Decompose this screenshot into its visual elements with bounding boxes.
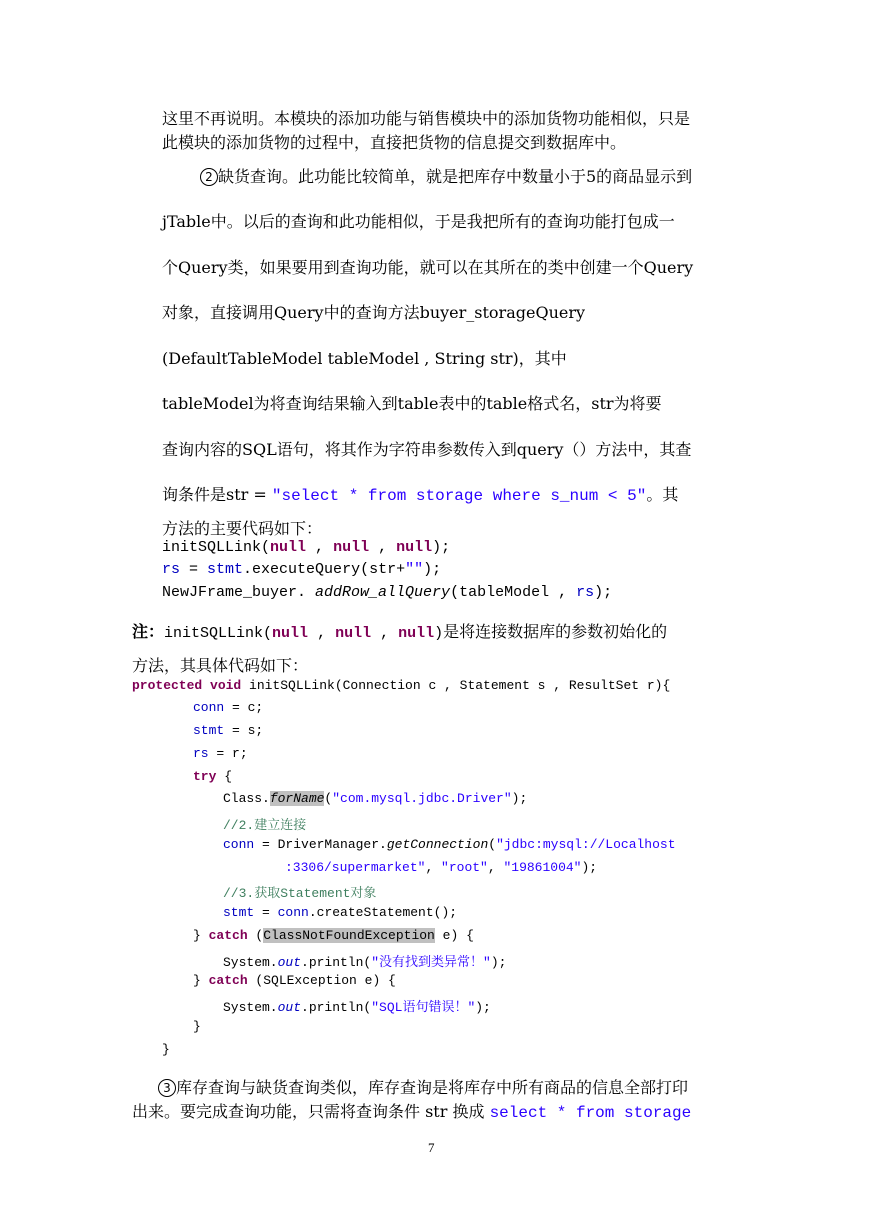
code-line: rs = r; <box>193 746 248 761</box>
code-line: } catch (ClassNotFoundException e) { <box>193 928 474 943</box>
code-line: System.out.println("SQL语句错误！"); <box>223 1000 491 1015</box>
code-line: } <box>193 1019 201 1034</box>
code-line: rs = stmt.executeQuery(str+""); <box>162 561 442 578</box>
page-number: 7 <box>428 1140 435 1155</box>
paragraph-text: 出来。要完成查询功能，只需将查询条件 str 换成 <box>132 1102 490 1121</box>
code-line: initSQLLink(null , null , null); <box>162 539 451 556</box>
code-line: stmt = conn.createStatement(); <box>223 905 458 920</box>
code-line: try { <box>193 769 233 784</box>
paragraph-text: 是将连接数据库的参数初始化的 <box>443 622 668 641</box>
sql-condition-string: select * from storage <box>489 1104 692 1122</box>
code-comment: //2.建立连接 <box>223 818 307 833</box>
paragraph-line: 对象，直接调用Query中的查询方法buyer_storageQuery <box>162 303 586 322</box>
paragraph-line: 个Query类，如果要用到查询功能，就可以在其所在的类中创建一个Query <box>162 258 694 277</box>
paragraph-line: 方法的主要代码如下： <box>162 519 323 538</box>
paragraph-line: jTable中。以后的查询和此功能相似，于是我把所有的查询功能打包成一 <box>162 212 675 231</box>
note-line <box>132 619 667 642</box>
code-line: :3306/supermarket", "root", "19861004"); <box>285 860 598 875</box>
paragraph-line: tableModel为将查询结果输入到table表中的table格式名，str为将要 <box>162 394 662 413</box>
paragraph-line: (DefaultTableModel tableModel , String str)，其中 <box>162 349 567 368</box>
note-code: initSQLLink(null , null , null) <box>164 625 444 642</box>
paragraph-line: 查询内容的SQL语句，将其作为字符串参数传入到query（）方法中，其查 <box>162 440 692 459</box>
paragraph-line: 方法，其具体代码如下： <box>132 656 309 675</box>
paragraph-text: 。其 <box>646 485 679 504</box>
paragraph-line: 这里不再说明。本模块的添加功能与销售模块中的添加货物功能相似，只是 <box>162 109 691 128</box>
paragraph-line: 此模块的添加货物的过程中，直接把货物的信息提交到数据库中。 <box>162 133 627 152</box>
sql-condition-string: "select * from storage where s_num < 5" <box>271 487 647 505</box>
code-line: NewJFrame_buyer. addRow_allQuery(tableModel , rs); <box>162 584 613 601</box>
paragraph-text: 缺货查询。此功能比较简单，就是把库存中数量小于5的商品显示到 <box>218 167 693 186</box>
code-line: Class.forName("com.mysql.jdbc.Driver"); <box>223 791 528 806</box>
circled-number-marker: 2 <box>200 168 218 186</box>
code-line: System.out.println("没有找到类异常！"); <box>223 955 507 970</box>
paragraph-line <box>162 482 678 505</box>
paragraph-text: 询条件是str = <box>162 485 272 504</box>
code-line: protected void initSQLLink(Connection c , Statement s , ResultSet r){ <box>132 678 671 693</box>
code-line: } <box>162 1042 170 1057</box>
paragraph-line <box>132 1099 691 1122</box>
paragraph-line <box>200 164 692 187</box>
paragraph-line <box>158 1075 688 1098</box>
code-line: } catch (SQLException e) { <box>193 973 396 988</box>
code-line: stmt = s; <box>193 723 264 738</box>
code-line: conn = DriverManager.getConnection("jdbc:mysql://Localhost <box>223 837 676 852</box>
circled-number-marker: 3 <box>158 1079 176 1097</box>
note-label: 注： <box>132 622 165 641</box>
code-line: conn = c; <box>193 700 264 715</box>
paragraph-text: 库存查询与缺货查询类似，库存查询是将库存中所有商品的信息全部打印 <box>176 1078 689 1097</box>
code-comment: //3.获取Statement对象 <box>223 886 377 901</box>
